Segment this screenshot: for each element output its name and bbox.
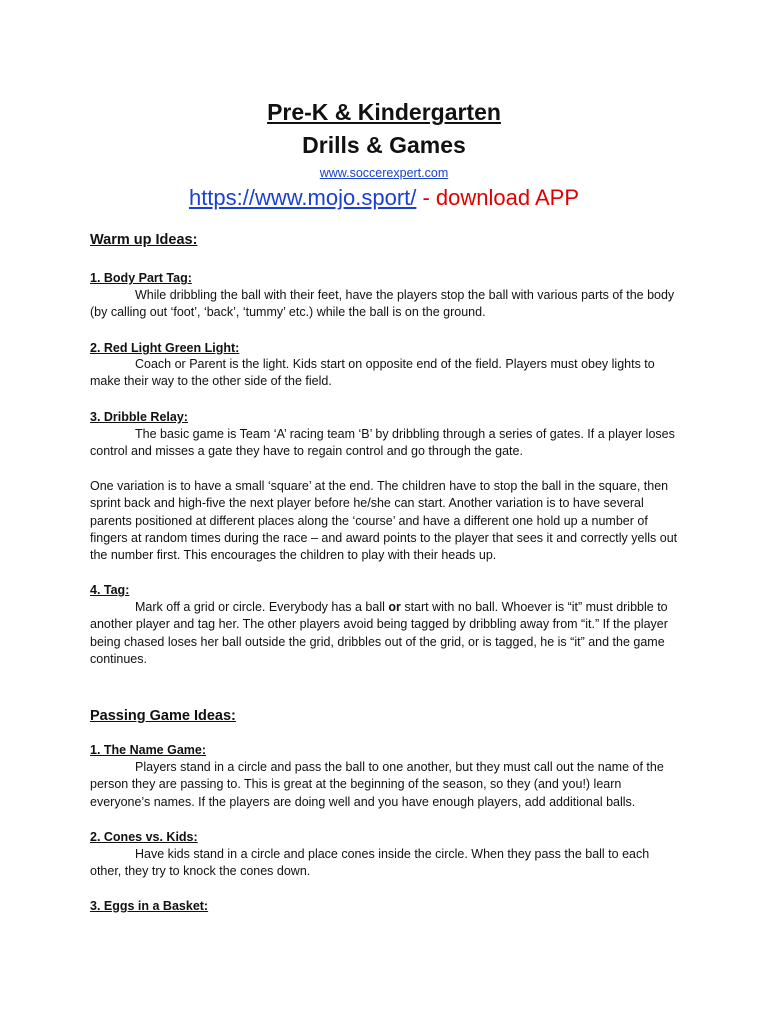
dribble-relay-variation-text: One variation is to have a small ‘square’ at the end. The children have to stop the ball in the square, then sprint back and high-five the next player before he/she can start. Another variation is to have several parents positioned at different places along the ‘course’ and have a different one hold up a number of fingers at random times during the race – and award points to the player that sees it and correctly yells out the number first. This encourages the children to play with their heads up. <box>90 479 678 563</box>
name-game-text: Players stand in a circle and pass the ball to one another, but they must call out the name of the person they are passing to. This is great at the beginning of the season, so they (and you!) learn everyone’s names. If the players are doing well and you have enough players, add additional balls. <box>90 760 664 809</box>
passing-section-heading: Passing Game Ideas: <box>90 708 236 724</box>
body-part-tag-heading: 1. Body Part Tag: <box>90 271 192 285</box>
dribble-relay-heading: 3. Dribble Relay: <box>90 410 188 424</box>
red-light-green-light-text: Coach or Parent is the light. Kids start on opposite end of the field. Players must obey lights to make their way to the other side of the field. <box>90 357 655 389</box>
name-game-heading: 1. The Name Game: <box>90 743 207 757</box>
tag-text-bold: or <box>388 600 401 614</box>
page-title: Pre-K & Kindergarten <box>267 99 501 125</box>
soccerexpert-link[interactable]: www.soccerexpert.com <box>319 166 449 180</box>
page-subtitle: Drills & Games <box>302 132 466 158</box>
tag-text-part1: Mark off a grid or circle. Everybody has a ball <box>135 600 389 614</box>
red-light-green-light-heading: 2. Red Light Green Light: <box>90 341 240 355</box>
download-app-text: - download APP <box>416 185 580 210</box>
dribble-relay-text: The basic game is Team ‘A’ racing team ‘B’ by dribbling through a series of gates. If a player loses control and misses a gate they have to regain control and go through the gate. <box>90 427 675 459</box>
eggs-in-a-basket-heading: 3. Eggs in a Basket: <box>90 899 209 913</box>
cones-vs-kids-heading: 2. Cones vs. Kids: <box>90 830 198 844</box>
tag-heading: 4. Tag: <box>90 583 130 597</box>
cones-vs-kids-text: Have kids stand in a circle and place cones inside the circle. When they pass the ball to each other, they try to knock the cones down. <box>90 847 650 879</box>
body-part-tag-text: While dribbling the ball with their feet, have the players stop the ball with various parts of the body (by calling out ‘foot’, ‘back’, ‘tummy’ etc.) while the ball is on the ground. <box>90 288 675 320</box>
tag-text <box>90 599 680 668</box>
mojo-sport-link[interactable]: https://www.mojo.sport/ <box>188 185 417 210</box>
warmup-section-heading: Warm up Ideas: <box>90 232 198 248</box>
app-download-line <box>0 183 768 213</box>
tag-text-part2: start with no ball. Whoever is “it” must dribble to another player and tag her. The other players avoid being tagged by dribbling away from “it.” If the player being chased loses her ball outside the grid, dribbles out of the grid, or is tagged, he is “it” and the game continues. <box>90 600 668 666</box>
